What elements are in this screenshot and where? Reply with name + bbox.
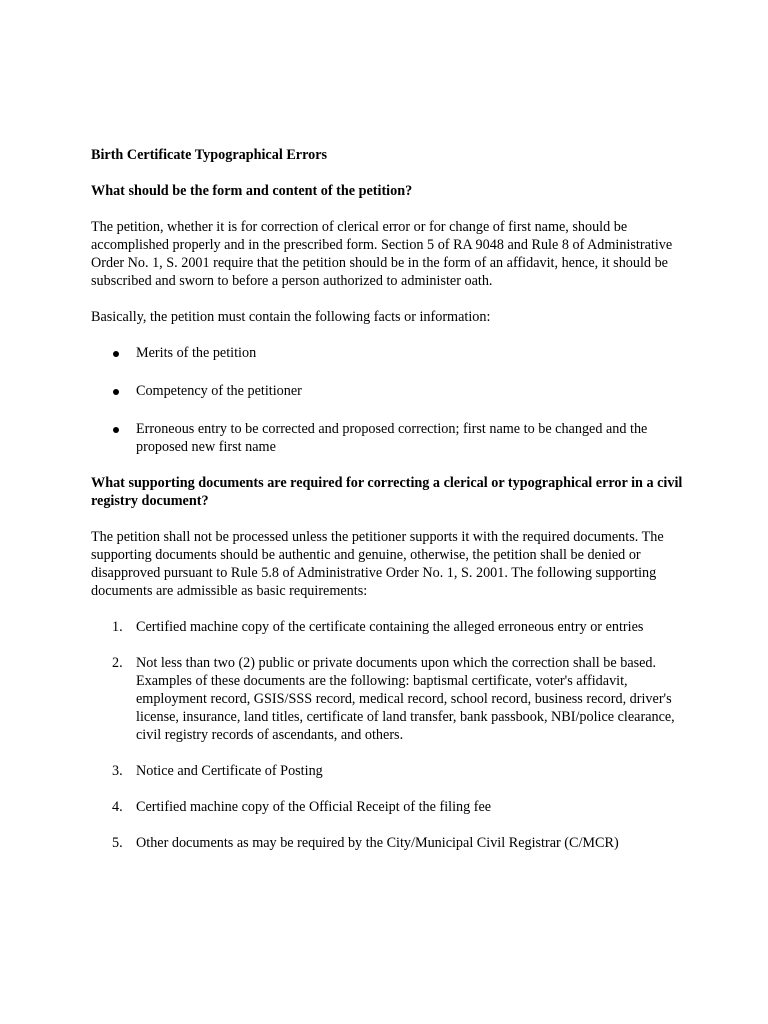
- list-item: [91, 420, 691, 456]
- question-supporting-documents: What supporting documents are required for correcting a clerical or typographical error in a civil registry document?: [91, 475, 683, 509]
- list-item-text: Certified machine copy of the Official Receipt of the filing fee: [136, 799, 492, 815]
- list-item: [91, 654, 691, 744]
- petition-facts-list: [91, 344, 691, 456]
- list-number: 1.: [112, 619, 123, 635]
- list-item-text: Notice and Certificate of Posting: [136, 763, 323, 779]
- bullet-icon: [113, 389, 119, 395]
- list-number: 3.: [112, 763, 123, 779]
- bullet-icon: [113, 427, 119, 433]
- supporting-documents-list: [91, 618, 691, 852]
- list-number: 2.: [112, 655, 123, 671]
- list-number: 4.: [112, 799, 123, 815]
- list-item: [91, 618, 691, 636]
- list-item: [91, 834, 691, 852]
- list-item-text: Other documents as may be required by the City/Municipal Civil Registrar (C/MCR): [136, 835, 619, 851]
- list-item-text: Erroneous entry to be corrected and proposed correction; first name to be changed and the proposed new first name: [136, 421, 648, 455]
- list-number: 5.: [112, 835, 123, 851]
- list-item-text: Competency of the petitioner: [136, 383, 302, 399]
- bullet-icon: [113, 351, 119, 357]
- document-page: [91, 146, 691, 870]
- document-title: Birth Certificate Typographical Errors: [91, 147, 328, 163]
- list-item: [91, 798, 691, 816]
- list-item-text: Merits of the petition: [136, 345, 257, 361]
- list-item-text: Not less than two (2) public or private documents upon which the correction shall be based. Examples of these documents are the following: baptismal certificate, voter's affidavit, employment record, GSIS/SSS record, medical record, school record, business record, driver's license, insurance, land titles, certificate of land transfer, bank passbook, NBI/police clearance, civil registry records of ascendants, and others.: [136, 655, 675, 743]
- paragraph-petition-form: The petition, whether it is for correction of clerical error or for change of first name, should be accomplished properly and in the prescribed form. Section 5 of RA 9048 and Rule 8 of Administrative Order No. 1, S. 2001 require that the petition should be in the form of an affidavit, hence, it should be subscribed and sworn to before a person authorized to administer oath.: [91, 219, 673, 289]
- list-item: [91, 344, 691, 362]
- list-item: [91, 382, 691, 400]
- paragraph-supporting-documents: The petition shall not be processed unless the petitioner supports it with the required documents. The supporting documents should be authentic and genuine, otherwise, the petition shall be denied or disapproved pursuant to Rule 5.8 of Administrative Order No. 1, S. 2001. The following supporting documents are admissible as basic requirements:: [91, 529, 664, 599]
- list-item-text: Certified machine copy of the certificate containing the alleged erroneous entry or entries: [136, 619, 644, 635]
- list-item: [91, 762, 691, 780]
- question-form-content: What should be the form and content of the petition?: [91, 183, 413, 199]
- paragraph-petition-contents-intro: Basically, the petition must contain the following facts or information:: [91, 309, 491, 325]
